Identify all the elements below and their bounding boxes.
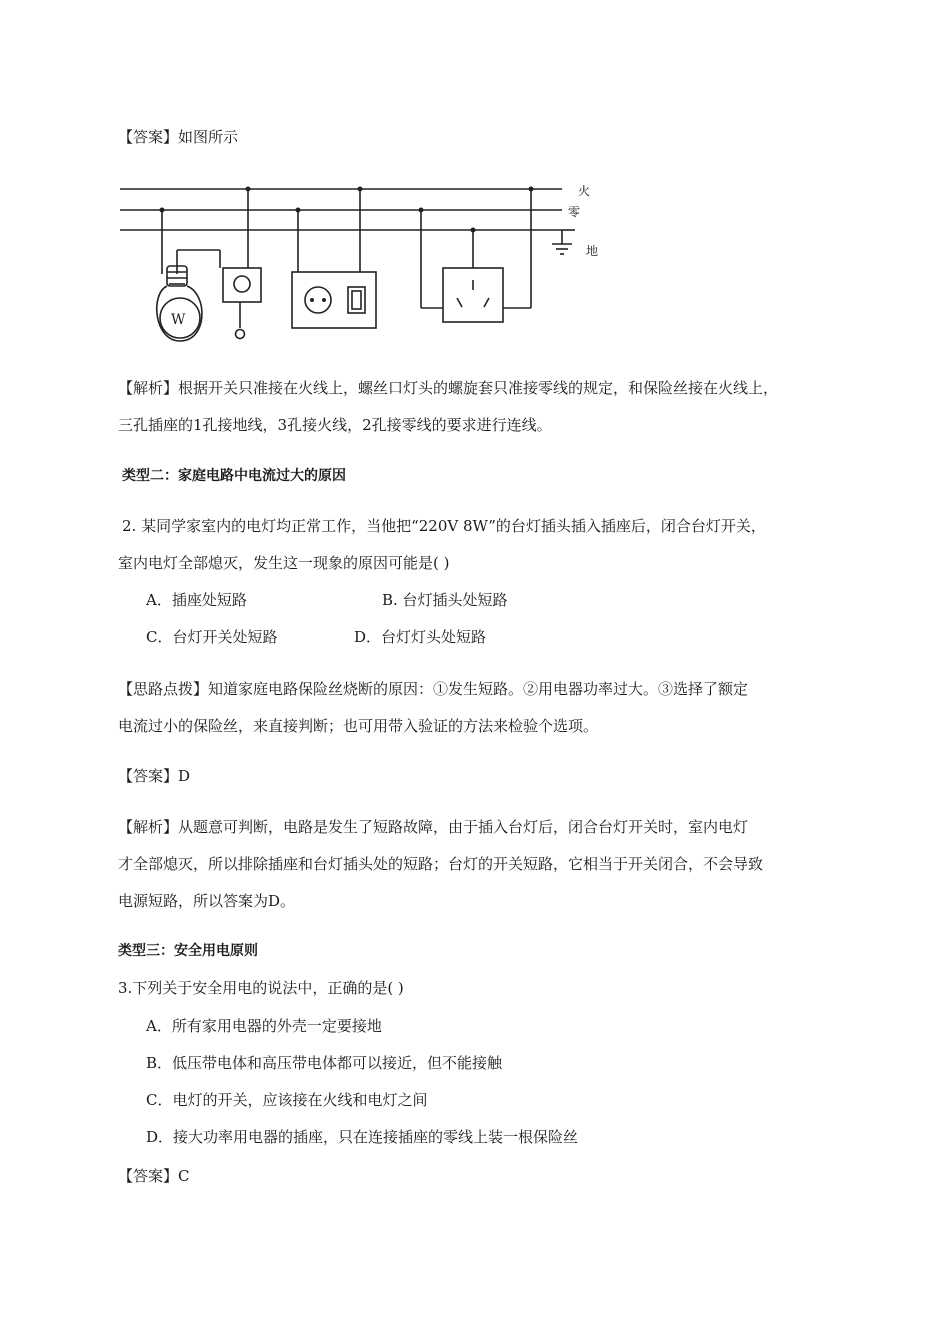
analysis-1-text: 根据开关只准接在火线上，螺丝口灯头的螺旋套只准接零线的规定，和保险丝接在火线上， [178,379,779,397]
label-live: 火 [578,184,591,198]
option-3d: D．接大功率用电器的插座，只在连接插座的零线上装一根保险丝 [146,1128,579,1146]
hint-2-line-1: 【思路点拨】知道家庭电路保险丝烧断的原因：①发生短路。②用电器功率过大。③选择了额定 [118,680,749,698]
answer-line-3: 【答案】C [118,1167,190,1185]
lamp-switch [223,268,261,302]
circuit-diagram [120,176,610,346]
label-neutral: 零 [568,205,581,219]
analysis-1-line-1 [118,378,778,398]
question-3-stem: 3.下列关于安全用电的说法中，正确的是( ) [118,979,404,997]
answer-line-2: 【答案】D [118,767,191,785]
hint-2-line-2: 电流过小的保险丝，来直接判断；也可用带入验证的方法来检验个选项。 [118,717,599,735]
lamp-circuit [157,189,261,341]
bulb-mark: W [171,312,186,328]
analysis-label: 【解析】 [118,379,179,397]
section-heading-type-3: 类型三：安全用电原则 [118,943,258,959]
answer-text: 如图所示 [178,128,239,146]
analysis-1-line-2: 三孔插座的1孔接地线，3孔接火线，2孔接零线的要求进行连线。 [118,416,552,434]
option-3a: A．所有家用电器的外壳一定要接地 [146,1017,382,1035]
three-pin-socket [421,189,531,322]
section-heading-type-2: 类型二：家庭电路中电流过大的原因 [122,468,346,484]
ground-symbol [552,230,575,254]
option-2b: B. 台灯插头处短路 [382,591,508,609]
option-2d: D．台灯灯头处短路 [354,628,487,646]
option-2a: A．插座处短路 [146,591,247,609]
option-2c: C．台灯开关处短路 [146,628,278,646]
option-3c: C．电灯的开关，应该接在火线和电灯之间 [146,1091,428,1109]
answer-label: 【答案】 [118,128,179,146]
label-earth: 地 [586,244,599,258]
analysis-2-line-3: 电源短路，所以答案为D。 [118,892,296,910]
question-2-line-1: 2. 某同学家室内的电灯均正常工作，当他把“220V 8W”的台灯插头插入插座后，闭合台灯开关， [122,517,766,535]
option-3b: B．低压带电体和高压带电体都可以接近，但不能接触 [146,1054,503,1072]
analysis-2-line-2: 才全部熄灭，所以排除插座和台灯插头处的短路；台灯的开关短路，它相当于开关闭合，不会导致 [118,855,764,873]
answer-line-1 [118,127,238,147]
analysis-2-line-1: 【解析】从题意可判断，电路是发生了短路故障，由于插入台灯后，闭合台灯开关时，室内电灯 [118,818,749,836]
question-2-line-2: 室内电灯全部熄灭，发生这一现象的原因可能是( ) [118,554,450,572]
